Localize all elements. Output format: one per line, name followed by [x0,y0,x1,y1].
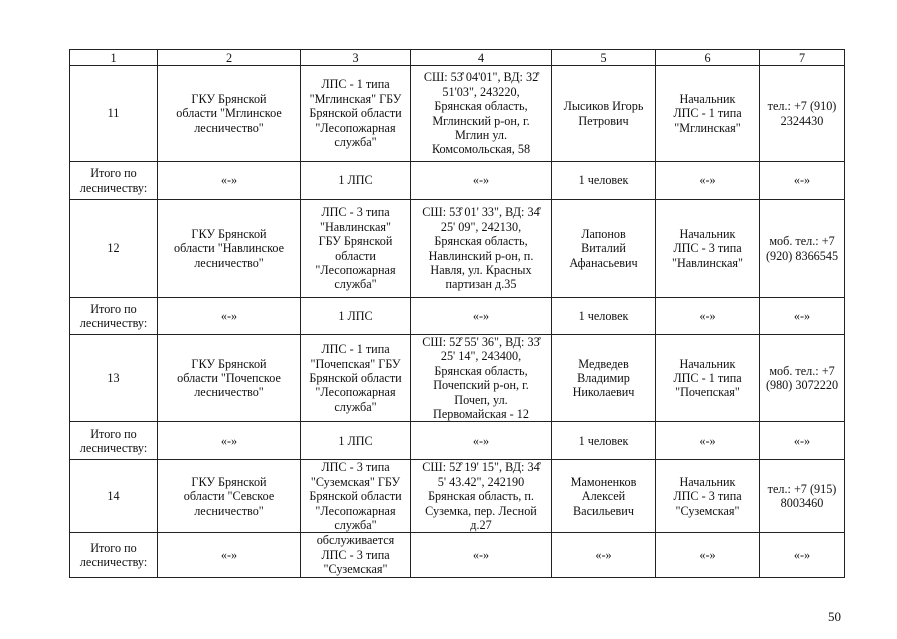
phone-cell: моб. тел.: +7 (920) 8366545 [760,200,845,298]
address-cell: СШ: 53̊ 04'01", ВД: 32̊ 51'03", 243220, Брянская область, Мглинский р-он, г. Мглин ул. Комсомольская, 58 [411,66,552,162]
responsible-person-cell: Медведев Владимир Николаевич [552,335,656,422]
total-cell: 1 ЛПС [301,162,411,200]
address-cell: СШ: 53̊ 01' 33", ВД: 34̊ 25' 09", 242130, Брянская область, Навлинский р-он, п. Навля, ул. Красных партизан д.35 [411,200,552,298]
total-cell: «-» [760,533,845,577]
total-cell: «-» [656,533,760,577]
total-cell: 1 ЛПС [301,422,411,460]
total-cell: «-» [411,533,552,577]
column-number-header: 5 [552,50,656,66]
total-cell: «-» [552,533,656,577]
total-cell: «-» [411,422,552,460]
total-cell: «-» [656,422,760,460]
fire-station-cell: ЛПС - 3 типа "Суземская" ГБУ Брянской области "Лесопожарная служба" [301,460,411,533]
position-cell: Начальник ЛПС - 3 типа "Навлинская" [656,200,760,298]
row-number-cell: 11 [70,66,158,162]
forestry-fire-stations-table [69,49,845,578]
position-cell: Начальник ЛПС - 1 типа "Мглинская" [656,66,760,162]
total-cell: 1 человек [552,162,656,200]
total-cell: «-» [760,298,845,335]
table-row [70,200,845,298]
address-cell: СШ: 52̊ 55' 36", ВД: 33̊ 25' 14", 243400, Брянская область, Почепский р-он, г. Почеп, ул. Первомайская - 12 [411,335,552,422]
total-row [70,162,845,200]
total-cell: «-» [158,162,301,200]
total-cell: 1 человек [552,298,656,335]
responsible-person-cell: Лысиков Игорь Петрович [552,66,656,162]
total-label-cell: Итого по лесничеству: [70,533,158,577]
total-cell: «-» [158,422,301,460]
total-cell: обслуживается ЛПС - 3 типа "Суземская" [301,533,411,577]
total-cell: «-» [411,298,552,335]
row-number-cell: 12 [70,200,158,298]
forestry-name-cell: ГКУ Брянской области "Мглинское лесничество" [158,66,301,162]
row-number-cell: 13 [70,335,158,422]
total-cell: «-» [411,162,552,200]
responsible-person-cell: Лапонов Виталий Афанасьевич [552,200,656,298]
address-cell: СШ: 52̊ 19' 15", ВД: 34̊ 5' 43.42", 242190 Брянская область, п. Суземка, пер. Лесной д.27 [411,460,552,533]
total-cell: «-» [760,422,845,460]
column-number-header-row [70,50,845,66]
fire-station-cell: ЛПС - 3 типа "Навлинская" ГБУ Брянской области "Лесопожарная служба" [301,200,411,298]
column-number-header: 4 [411,50,552,66]
column-number-header: 2 [158,50,301,66]
column-number-header: 6 [656,50,760,66]
fire-station-cell: ЛПС - 1 типа "Мглинская" ГБУ Брянской области "Лесопожарная служба" [301,66,411,162]
total-cell: «-» [760,162,845,200]
phone-cell: тел.: +7 (915) 8003460 [760,460,845,533]
position-cell: Начальник ЛПС - 3 типа "Суземская" [656,460,760,533]
total-cell: 1 ЛПС [301,298,411,335]
total-label-cell: Итого по лесничеству: [70,162,158,200]
table-row [70,460,845,533]
forestry-name-cell: ГКУ Брянской области "Навлинское лесничество" [158,200,301,298]
forestry-name-cell: ГКУ Брянской области "Севское лесничество" [158,460,301,533]
total-label-cell: Итого по лесничеству: [70,298,158,335]
row-number-cell: 14 [70,460,158,533]
total-row [70,533,845,577]
table-row [70,66,845,162]
total-row [70,298,845,335]
page-number: 50 [828,609,841,624]
total-cell: «-» [656,162,760,200]
column-number-header: 3 [301,50,411,66]
total-label-cell: Итого по лесничеству: [70,422,158,460]
total-cell: «-» [656,298,760,335]
forestry-name-cell: ГКУ Брянской области "Почепское лесничество" [158,335,301,422]
column-number-header: 1 [70,50,158,66]
responsible-person-cell: Мамоненков Алексей Васильевич [552,460,656,533]
table-row [70,335,845,422]
total-cell: «-» [158,298,301,335]
phone-cell: тел.: +7 (910) 2324430 [760,66,845,162]
total-cell: «-» [158,533,301,577]
total-row [70,422,845,460]
total-cell: 1 человек [552,422,656,460]
column-number-header: 7 [760,50,845,66]
position-cell: Начальник ЛПС - 1 типа "Почепская" [656,335,760,422]
phone-cell: моб. тел.: +7 (980) 3072220 [760,335,845,422]
fire-station-cell: ЛПС - 1 типа "Почепская" ГБУ Брянской области "Лесопожарная служба" [301,335,411,422]
